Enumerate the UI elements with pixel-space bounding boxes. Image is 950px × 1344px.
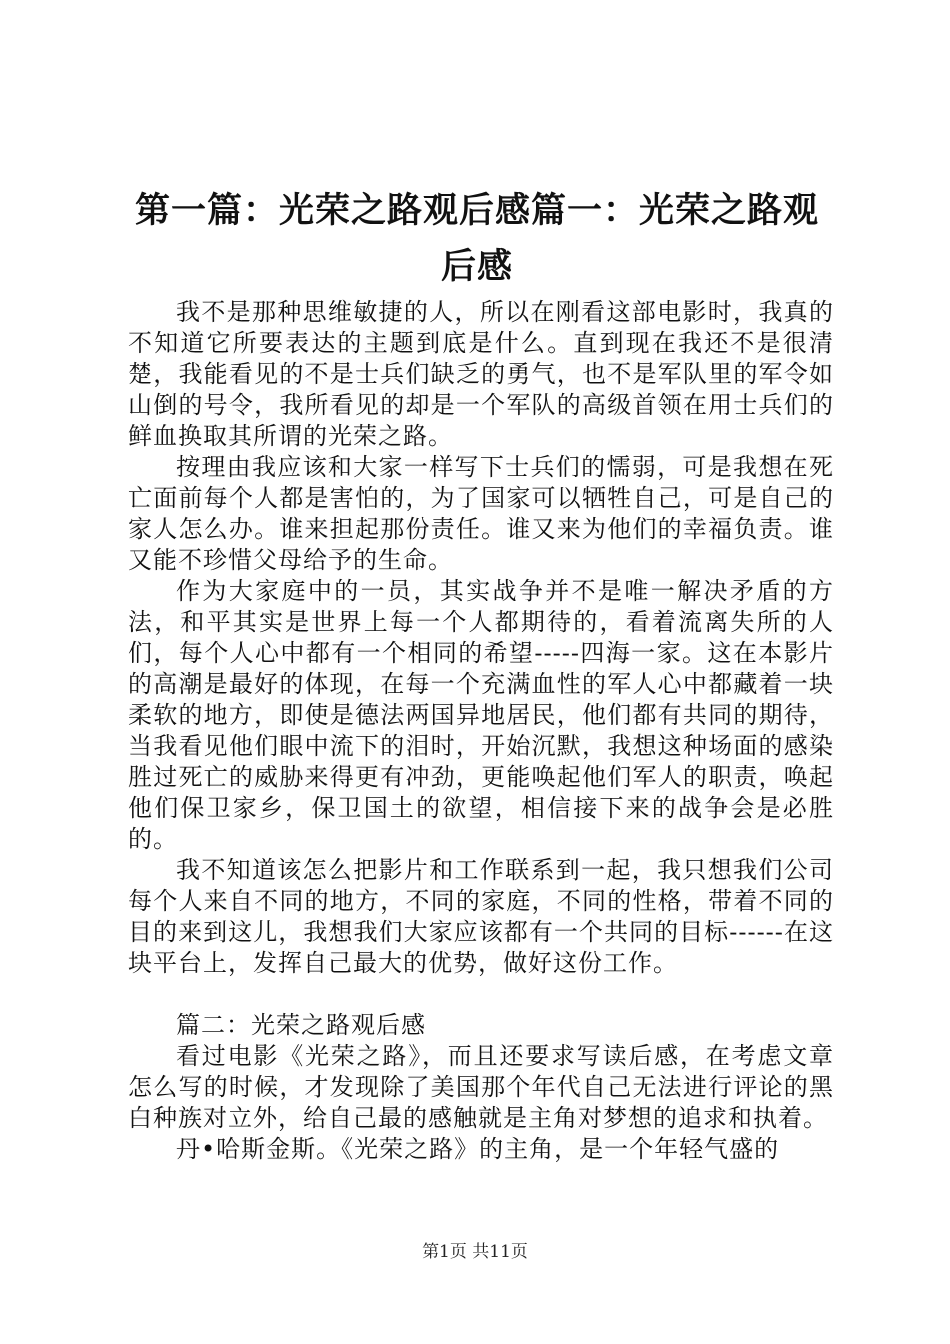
section-2-paragraph-1: 看过电影《光荣之路》，而且还要求写读后感，在考虑文章怎么写的时候，才发现除了美国那个年代自己无法进行评论的黑白种族对立外，给自己最的感触就是主角对梦想的追求和执着。 [128, 1042, 834, 1132]
paragraph-2: 按理由我应该和大家一样写下士兵们的懦弱，可是我想在死亡面前每个人都是害怕的，为了国家可以牺牲自己，可是自己的家人怎么办。谁来担起那份责任。谁又来为他们的幸福负责。谁又能不珍惜父母给予的生命。 [128, 453, 834, 574]
page-footer: 第1页 共11页 [422, 1242, 528, 1262]
section-2-heading: 篇二：光荣之路观后感 [176, 1011, 426, 1039]
paragraph-3: 作为大家庭中的一员，其实战争并不是唯一解决矛盾的方法，和平其实是世界上每一个人都期待的，看着流离失所的人们，每个人心中都有一个相同的希望-----四海一家。这在本影片的高潮是最好的体现，在每一个充满血性的军人心中都藏着一块柔软的地方，即使是德法两国异地居民，他们都有共同的期待，当我看见他们眼中流下的泪时，开始沉默，我想这种场面的感染胜过死亡的威胁来得更有冲劲，更能唤起他们军人的职责，唤起他们保卫家乡，保卫国土的欲望，相信接下来的战争会是必胜的。 [128, 577, 834, 853]
document-body [128, 297, 834, 1165]
paragraph-4: 我不知道该怎么把影片和工作联系到一起，我只想我们公司每个人来自不同的地方，不同的家庭，不同的性格，带着不同的目的来到这儿，我想我们大家应该都有一个共同的目标------在这块平台上，发挥自己最大的优势，做好这份工作。 [128, 856, 834, 977]
paragraph-1: 我不是那种思维敏捷的人，所以在刚看这部电影时，我真的不知道它所要表达的主题到底是什么。直到现在我还不是很清楚，我能看见的不是士兵们缺乏的勇气，也不是军队里的军令如山倒的号令，我所看见的却是一个军队的高级首领在用士兵们的鲜血换取其所谓的光荣之路。 [128, 298, 834, 450]
section-2-paragraph-2: 丹•哈斯金斯。《光荣之路》的主角，是一个年轻气盛的 [176, 1135, 780, 1163]
document-title: 第一篇：光荣之路观后感篇一：光荣之路观后感 [134, 190, 819, 287]
